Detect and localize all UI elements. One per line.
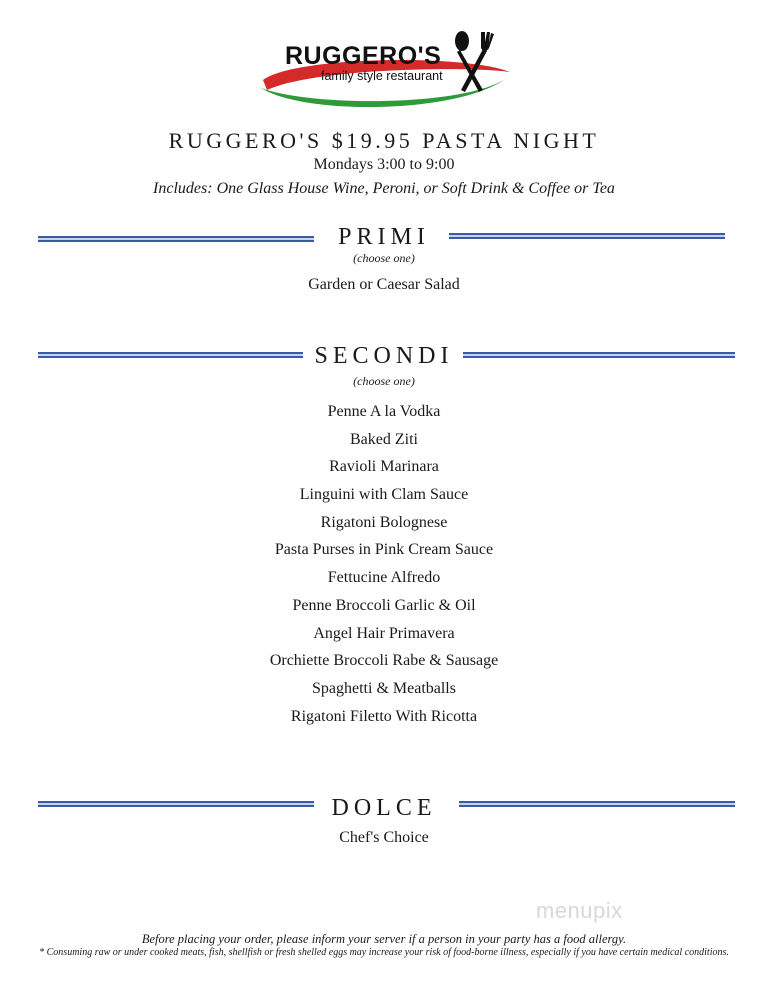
- secondi-item: Baked Ziti: [350, 430, 418, 448]
- secondi-item-list: [0, 402, 768, 734]
- secondi-item: Rigatoni Bolognese: [320, 513, 448, 531]
- watermark: menupix: [536, 898, 623, 923]
- allergy-notice: Before placing your order, please inform your server if a person in your party has a food allergy.: [141, 932, 627, 946]
- menu-hours: Mondays 3:00 to 9:00: [313, 156, 455, 173]
- secondi-item: Linguini with Clam Sauce: [299, 486, 469, 504]
- secondi-item: Penne Broccoli Garlic & Oil: [292, 596, 476, 614]
- menu-title: RUGGERO'S $19.95 PASTA NIGHT: [168, 128, 600, 153]
- secondi-item: Angel Hair Primavera: [313, 624, 455, 642]
- fork-spoon-icon: [255, 28, 515, 116]
- primi-title: PRIMI: [338, 224, 430, 250]
- primi-item: Garden or Caesar Salad: [308, 276, 460, 293]
- primi-choose-note: (choose one): [353, 251, 415, 265]
- menu-includes: Includes: One Glass House Wine, Peroni, or Soft Drink & Coffee or Tea: [153, 180, 615, 197]
- secondi-item: Penne A la Vodka: [327, 403, 441, 420]
- secondi-item: Orchiette Broccoli Rabe & Sausage: [269, 652, 499, 670]
- dolce-title: DOLCE: [331, 795, 437, 821]
- secondi-item: Rigatoni Filetto With Ricotta: [290, 707, 478, 725]
- logo-tagline: family style restaurant: [321, 69, 443, 83]
- secondi-item: Spaghetti & Meatballs: [312, 679, 456, 697]
- secondi-title: SECONDI: [314, 343, 454, 369]
- food-safety-notice: * Consuming raw or under cooked meats, fish, shellfish or fresh shelled eggs may increase your risk of food-borne illness, especially if you have certain medical conditions.: [39, 947, 729, 958]
- restaurant-logo: [255, 28, 515, 116]
- dolce-item: Chef's Choice: [339, 829, 429, 846]
- secondi-item: Fettucine Alfredo: [327, 569, 441, 587]
- secondi-choose-note: (choose one): [353, 374, 415, 388]
- secondi-item: Pasta Purses in Pink Cream Sauce: [274, 541, 494, 559]
- secondi-item: Ravioli Marinara: [329, 458, 439, 476]
- logo-name: RUGGERO'S: [285, 42, 442, 70]
